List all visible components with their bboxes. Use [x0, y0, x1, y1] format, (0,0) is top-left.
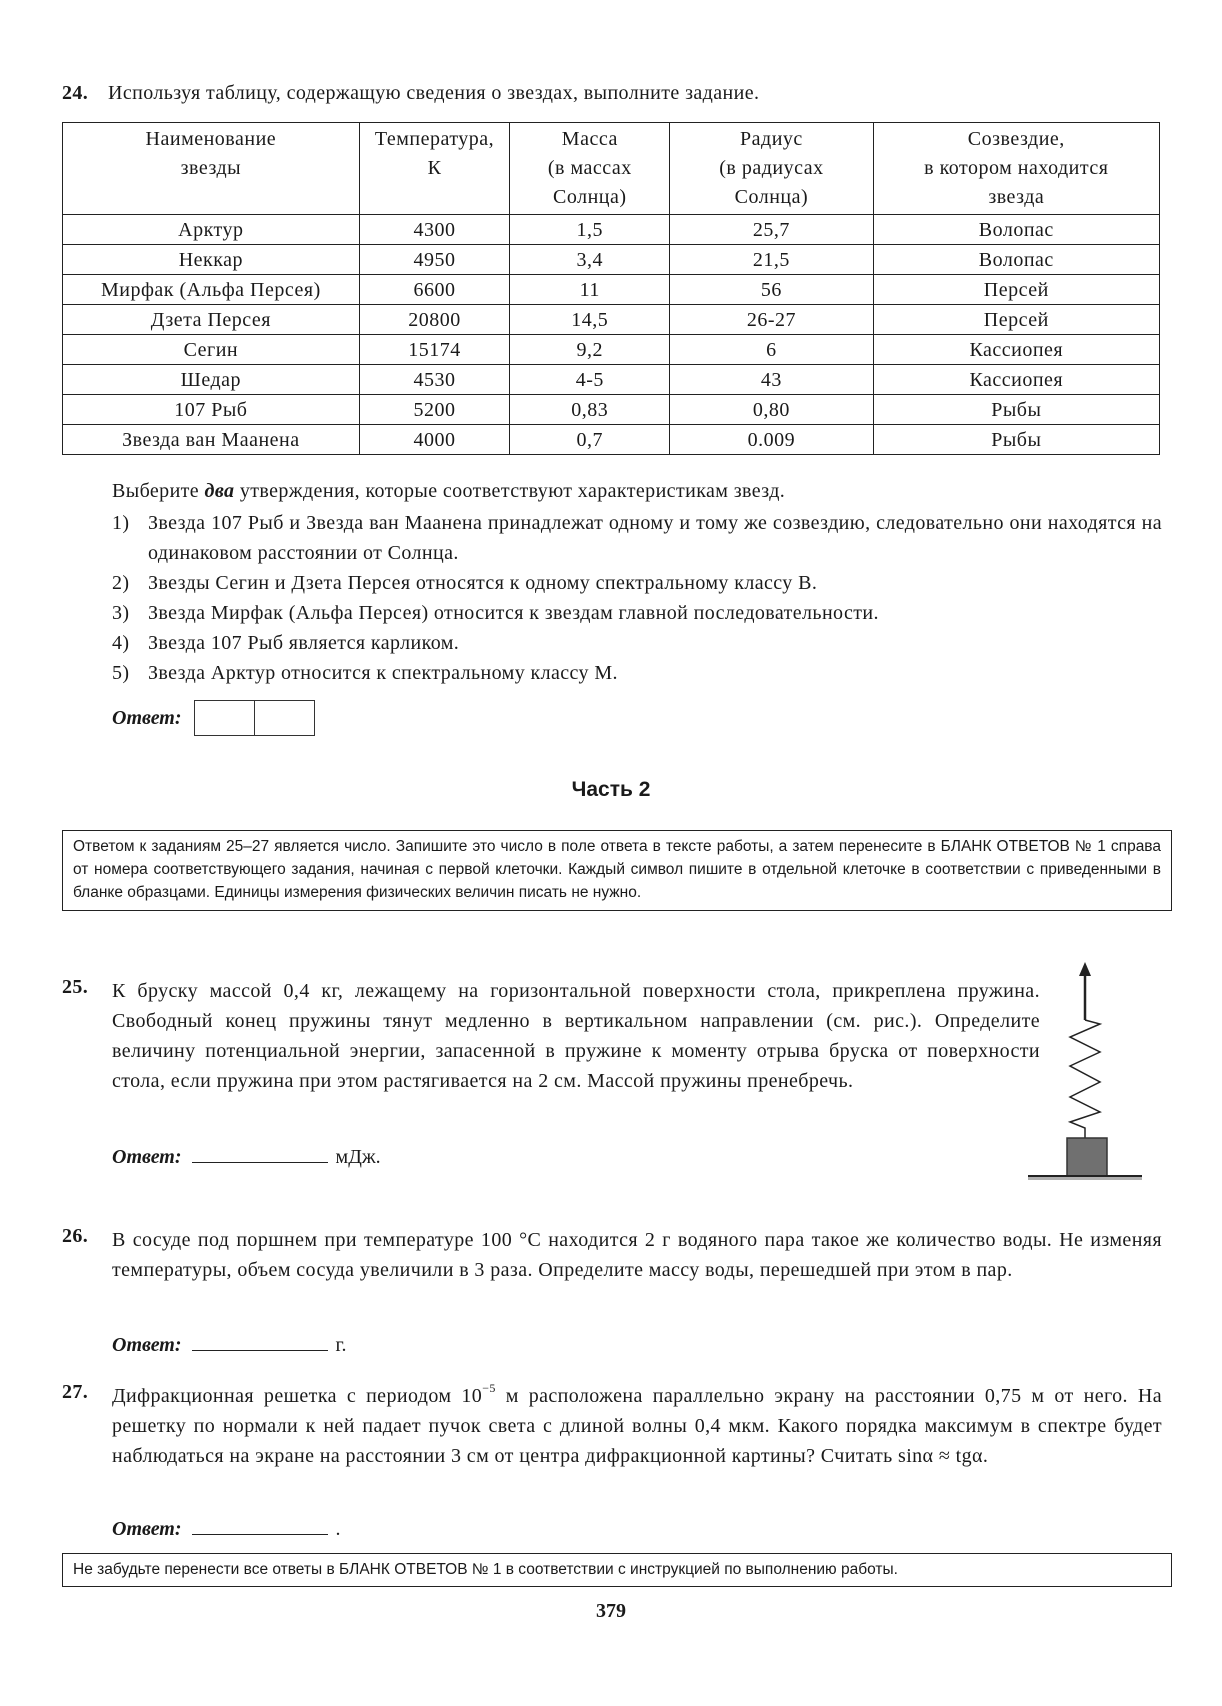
cell-constellation: Волопас	[873, 245, 1159, 275]
answer-field[interactable]	[192, 1330, 328, 1351]
cell-radius: 25,7	[670, 215, 873, 245]
cell-mass: 14,5	[510, 305, 670, 335]
cell-mass: 0,7	[510, 425, 670, 455]
option-item: 4) Звезда 107 Рыб является карликом.	[112, 632, 460, 654]
cell-mass: 0,83	[510, 395, 670, 425]
column-header-radius: Радиус (в радиусах Солнца)	[670, 123, 873, 215]
cell-constellation: Персей	[873, 305, 1159, 335]
option-item: 2) Звезды Сегин и Дзета Персея относятся к одному спектральному классу B.	[112, 572, 818, 594]
task-number: 24.	[62, 82, 89, 104]
cell-name: Звезда ван Маанена	[63, 425, 360, 455]
cell-constellation: Персей	[873, 275, 1159, 305]
table-row	[63, 275, 1160, 305]
part-2-instructions: Ответом к заданиям 25–27 является число. Запишите это число в поле ответа в тексте работы, а затем перенесите в БЛАНК ОТВЕТОВ № 1 справа от номера соответствующего задания, начиная с первой клеточки. Каждый символ пишите в отдельной клеточке в соответствии с приведенными в бланке образцами. Единицы измерения физических величин писать не нужно.	[62, 830, 1172, 911]
task-text: Дифракционная решетка с периодом $10^{-5}$ м расположена параллельно экрану на расстоянии 0,75 м от него. На решетку по нормали к ней падает пучок света с длиной волны 0,4 мкм. Какого порядка максимум в спектре будет наблюдаться на экране на расстоянии 3 см от центра дифракционной картины? Считать sinα ≈ tgα.	[112, 1381, 1162, 1467]
cell-temperature: 6600	[359, 275, 510, 305]
task-number: 26.	[62, 1225, 89, 1247]
answer-field[interactable]	[192, 1514, 328, 1535]
task-number: 25.	[62, 976, 89, 998]
column-header-temperature: Температура, К	[359, 123, 510, 215]
cell-temperature: 4300	[359, 215, 510, 245]
cell-temperature: 20800	[359, 305, 510, 335]
answer-cell-1[interactable]	[195, 701, 254, 735]
cell-temperature: 4950	[359, 245, 510, 275]
cell-radius: 26-27	[670, 305, 873, 335]
cell-name: Дзета Персея	[63, 305, 360, 335]
answer-unit: г.	[335, 1334, 347, 1356]
stars-table	[62, 122, 1160, 455]
reminder-box: Не забудьте перенести все ответы в БЛАНК ОТВЕТОВ № 1 в соответствии с инструкцией по выполнению работы.	[62, 1553, 1172, 1587]
cell-radius: 21,5	[670, 245, 873, 275]
table-row	[63, 365, 1160, 395]
cell-constellation: Рыбы	[873, 425, 1159, 455]
table-row	[63, 215, 1160, 245]
part-2-title: Часть 2	[571, 778, 651, 801]
option-item: 5) Звезда Арктур относится к спектральному классу M.	[112, 662, 618, 684]
cell-temperature: 5200	[359, 395, 510, 425]
task-text: К бруску массой 0,4 кг, лежащему на горизонтальной поверхности стола, прикреплена пружина. Свободный конец пружины тянут медленно в вертикальном направлении (см. рис.). Определите величину потенциальной энергии, запасенной в пружине к моменту отрыва бруска от поверхности стола, если пружина при этом растягивается на 2 см. Массой пружины пренебречь.	[112, 980, 1040, 1092]
cell-mass: 1,5	[510, 215, 670, 245]
task-27-answer	[112, 1514, 341, 1541]
cell-name: Неккар	[63, 245, 360, 275]
cell-name: Арктур	[63, 215, 360, 245]
task-prompt: Используя таблицу, содержащую сведения о звездах, выполните задание.	[108, 82, 760, 104]
task-text: В сосуде под поршнем при температуре 100 °С находится 2 г водяного пара такое же количество воды. Не изменяя температуры, объем сосуда увеличили в 3 раза. Определите массу воды, перешедшей при этом в пар.	[112, 1229, 1162, 1281]
answer-label: Ответ:	[112, 1146, 182, 1168]
cell-constellation: Кассиопея	[873, 365, 1159, 395]
cell-radius: 6	[670, 335, 873, 365]
spring-block-diagram-icon	[1010, 960, 1150, 1180]
cell-mass: 11	[510, 275, 670, 305]
answer-cell-2[interactable]	[254, 701, 314, 735]
cell-name: Шедар	[63, 365, 360, 395]
cell-name: 107 Рыб	[63, 395, 360, 425]
cell-temperature: 4000	[359, 425, 510, 455]
cell-temperature: 15174	[359, 335, 510, 365]
cell-constellation: Кассиопея	[873, 335, 1159, 365]
answer-field[interactable]	[192, 1142, 328, 1163]
table-header-row	[63, 123, 1160, 215]
column-header-mass: Масса (в массах Солнца)	[510, 123, 670, 215]
task-25-answer	[112, 1142, 381, 1169]
task-number: 27.	[62, 1381, 89, 1403]
answer-unit: .	[335, 1518, 341, 1540]
table-row	[63, 395, 1160, 425]
option-item: 1) Звезда 107 Рыб и Звезда ван Маанена принадлежат одному и тому же созвездию, следовательно они находятся на одинаковом расстоянии от Солнца.	[112, 512, 1162, 564]
choose-instruction: Выберите два утверждения, которые соответствуют характеристикам звезд.	[112, 480, 786, 502]
answer-label: Ответ:	[112, 706, 182, 729]
cell-name: Мирфак (Альфа Персея)	[63, 275, 360, 305]
column-header-name: Наименование звезды	[63, 123, 360, 215]
cell-radius: 0,80	[670, 395, 873, 425]
answer-label: Ответ:	[112, 1518, 182, 1540]
column-header-constellation: Созвездие, в котором находится звезда	[873, 123, 1159, 215]
cell-mass: 3,4	[510, 245, 670, 275]
task-24-answer	[112, 700, 315, 736]
cell-radius: 43	[670, 365, 873, 395]
cell-name: Сегин	[63, 335, 360, 365]
answer-unit: мДж.	[335, 1146, 381, 1168]
option-item: 3) Звезда Мирфак (Альфа Персея) относится к звездам главной последовательности.	[112, 602, 879, 624]
cell-mass: 4-5	[510, 365, 670, 395]
emphasis-two: два	[204, 480, 235, 502]
table-row	[63, 245, 1160, 275]
cell-constellation: Рыбы	[873, 395, 1159, 425]
task-24-heading	[62, 82, 1162, 105]
page-number: 379	[596, 1600, 626, 1622]
table-row	[63, 425, 1160, 455]
exponent: −5	[482, 1381, 496, 1395]
table-row	[63, 305, 1160, 335]
cell-constellation: Волопас	[873, 215, 1159, 245]
table-row	[63, 335, 1160, 365]
cell-temperature: 4530	[359, 365, 510, 395]
cell-mass: 9,2	[510, 335, 670, 365]
answer-cells	[194, 700, 315, 736]
cell-radius: 0.009	[670, 425, 873, 455]
options-list	[112, 508, 1162, 688]
cell-radius: 56	[670, 275, 873, 305]
task-26-answer	[112, 1330, 346, 1357]
answer-label: Ответ:	[112, 1334, 182, 1356]
